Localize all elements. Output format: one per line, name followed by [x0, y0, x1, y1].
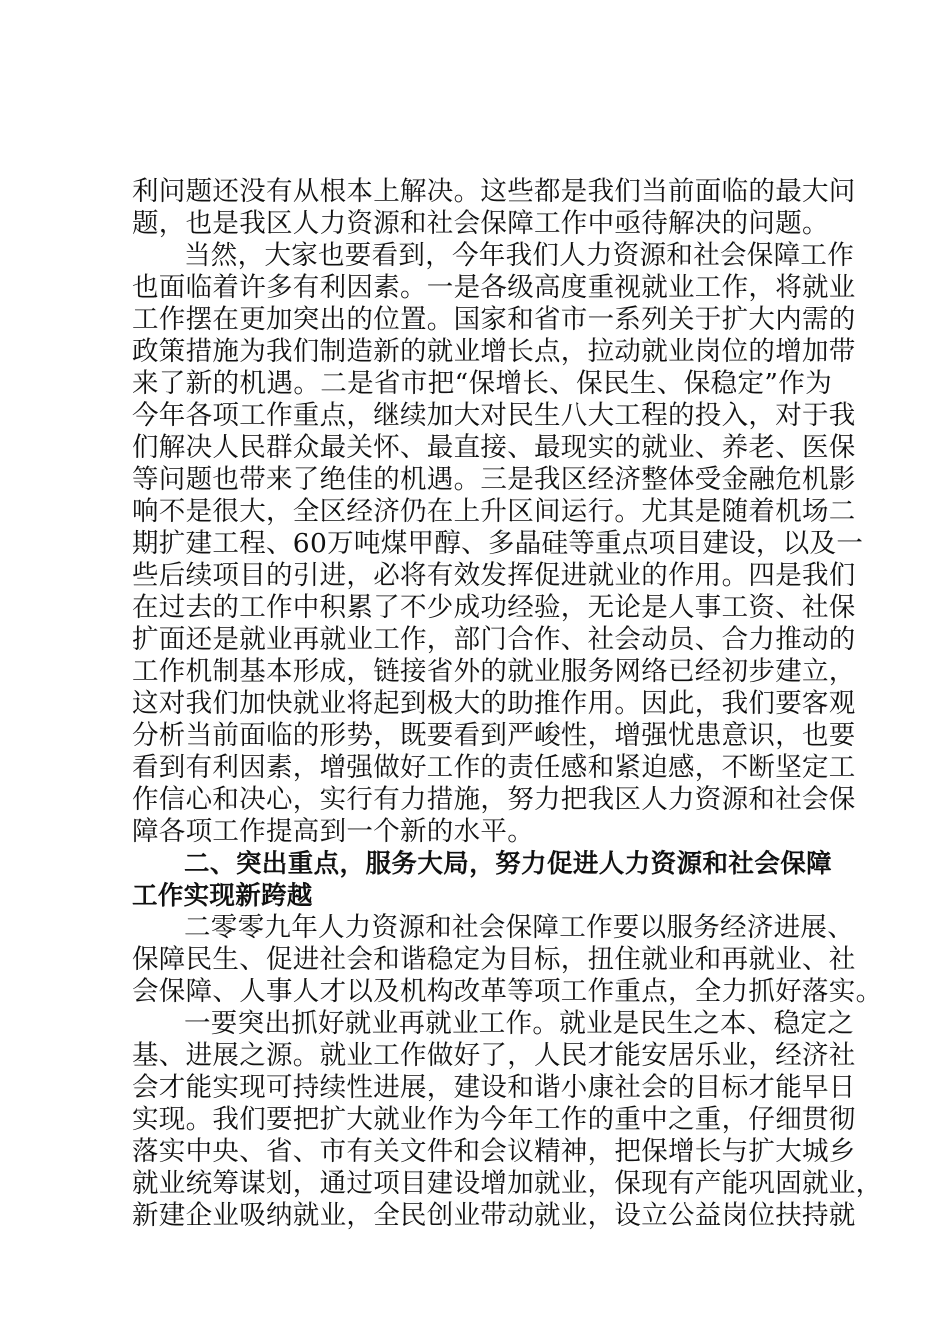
text-line: 扩面还是就业再就业工作，部门合作、社会动员、合力推动的 [132, 624, 856, 655]
text-line: 当然，大家也要看到，今年我们人力资源和社会保障工作 [184, 240, 854, 271]
text-line: 障各项工作提高到一个新的水平。 [132, 816, 534, 847]
text-line: 工作摆在更加突出的位置。国家和省市一系列关于扩大内需的 [132, 304, 856, 335]
section-heading: 二、突出重点，服务大局，努力促进人力资源和社会保障 [184, 849, 832, 879]
text-line: 题，也是我区人力资源和社会保障工作中亟待解决的问题。 [132, 208, 829, 239]
text-line: 实现。我们要把扩大就业作为今年工作的重中之重，仔细贯彻 [132, 1104, 856, 1135]
text-line: 今年各项工作重点，继续加大对民生八大工程的投入，对于我 [132, 400, 856, 431]
text-line: 二零零九年人力资源和社会保障工作要以服务经济进展、 [184, 912, 854, 943]
text-line: 落实中央、省、市有关文件和会议精神，把保增长与扩大城乡 [132, 1136, 856, 1167]
section-heading: 工作实现新跨越 [132, 881, 313, 911]
text-line: 分析当前面临的形势，既要看到严峻性，增强忧患意识，也要 [132, 720, 856, 751]
text-line: 会才能实现可持续性进展，建设和谐小康社会的目标才能早日 [132, 1072, 856, 1103]
text-line: 利问题还没有从根本上解决。这些都是我们当前面临的最大问 [132, 176, 856, 207]
text-line: 等问题也带来了绝佳的机遇。三是我区经济整体受金融危机影 [132, 464, 856, 495]
text-line: 作信心和决心，实行有力措施，努力把我区人力资源和社会保 [132, 784, 856, 815]
text-line: 新建企业吸纳就业，全民创业带动就业，设立公益岗位扶持就 [132, 1200, 856, 1231]
text-line: 工作机制基本形成，链接省外的就业服务网络已经初步建立， [132, 656, 856, 687]
text-line: 在过去的工作中积累了不少成功经验，无论是人事工资、社保 [132, 592, 856, 623]
text-line: 些后续项目的引进，必将有效发挥促进就业的作用。四是我们 [132, 560, 856, 591]
text-line: 政策措施为我们制造新的就业增长点，拉动就业岗位的增加带 [132, 336, 856, 367]
text-line: 一要突出抓好就业再就业工作。就业是民生之本、稳定之 [184, 1008, 854, 1039]
text-line: 基、进展之源。就业工作做好了，人民才能安居乐业，经济社 [132, 1040, 856, 1071]
text-line: 期扩建工程、60万吨煤甲醇、多晶硅等重点项目建设，以及一 [132, 528, 864, 559]
text-line: 们解决人民群众最关怀、最直接、最现实的就业、养老、医保 [132, 432, 856, 463]
text-line: 来了新的机遇。二是省市把“保增长、保民生、保稳定”作为 [132, 368, 832, 399]
text-line: 也面临着许多有利因素。一是各级高度重视就业工作，将就业 [132, 272, 856, 303]
text-line: 这对我们加快就业将起到极大的助推作用。因此，我们要客观 [132, 688, 856, 719]
text-line: 响不是很大，全区经济仍在上升区间运行。尤其是随着机场二 [132, 496, 856, 527]
text-line: 会保障、人事人才以及机构改革等项工作重点，全力抓好落实。 [132, 976, 883, 1007]
text-line: 保障民生、促进社会和谐稳定为目标，扭住就业和再就业、社 [132, 944, 856, 975]
text-line: 看到有利因素，增强做好工作的责任感和紧迫感，不断坚定工 [132, 752, 856, 783]
text-line: 就业统筹谋划，通过项目建设增加就业，保现有产能巩固就业， [132, 1168, 883, 1199]
